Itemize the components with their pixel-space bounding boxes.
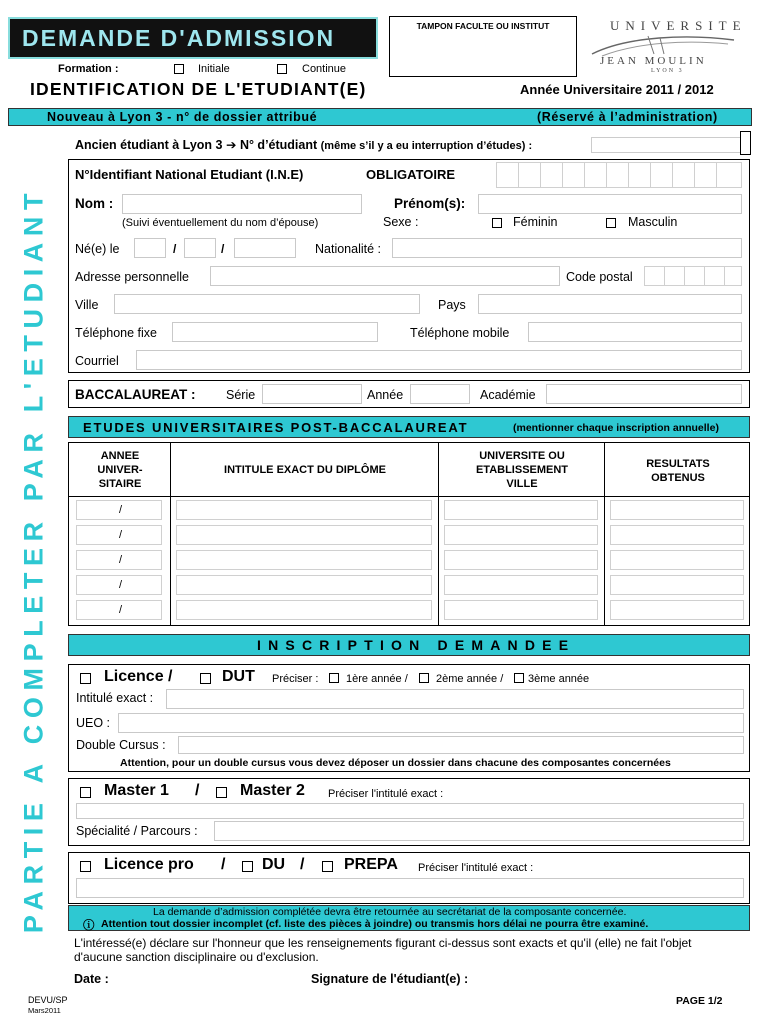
declaration-line1: L'intéressé(e) déclare sur l'honneur que les renseignements figurant ci-dessus sont exacts et qu'il (elle) ne fait l'objet — [74, 936, 692, 950]
annee1-label: 1ère année / — [346, 673, 408, 685]
annee3-checkbox[interactable] — [514, 673, 524, 683]
adresse-label: Adresse personnelle — [75, 270, 189, 284]
etudes-title: ETUDES UNIVERSITAIRES POST-BACCALAUREAT — [83, 420, 469, 435]
tel-mobile-input[interactable] — [528, 322, 742, 342]
date-label: Date : — [74, 972, 109, 986]
birth-day-input[interactable] — [134, 238, 166, 258]
formation-initiale-checkbox[interactable] — [174, 64, 184, 74]
col-annee-line: UNIVER- — [97, 464, 143, 476]
inscription-bar — [68, 634, 750, 656]
ville-label: Ville — [75, 298, 99, 312]
doc-ref-line1: DEVU/SP — [28, 995, 68, 1005]
specialite-label: Spécialité / Parcours : — [76, 824, 198, 838]
etudes-header-divider — [68, 496, 750, 497]
courriel-label: Courriel — [75, 354, 119, 368]
ine-label: N°Identifiant National Etudiant (I.N.E) — [75, 167, 304, 182]
row-univ-input[interactable] — [444, 550, 598, 570]
row-resultats-input[interactable] — [610, 600, 744, 620]
ine-cell — [496, 162, 518, 188]
sexe-label: Sexe : — [383, 215, 419, 229]
bac-title: BACCALAUREAT : — [75, 387, 196, 402]
ancien-label: Ancien étudiant à Lyon 3 — [75, 138, 223, 152]
stamp-label: TAMPON FACULTE OU INSTITUT — [416, 21, 550, 31]
col-annee-header — [70, 449, 170, 491]
double-cursus-input[interactable] — [178, 736, 744, 754]
code-postal-cell — [684, 266, 704, 286]
master-slash: / — [195, 782, 200, 799]
col-annee-line: ANNEE — [100, 450, 140, 462]
licence-pro-slash: / — [221, 856, 226, 873]
pays-input[interactable] — [478, 294, 742, 314]
master1-checkbox[interactable] — [80, 787, 91, 798]
prenoms-label: Prénom(s): — [394, 196, 466, 211]
double-cursus-note: Attention, pour un double cursus vous devez déposer un dossier dans chacune des composantes concernées — [120, 757, 671, 769]
epouse-note: (Suivi éventuellement du nom d’épouse) — [122, 217, 319, 229]
nouveau-bar — [8, 108, 752, 126]
formation-continue-checkbox[interactable] — [277, 64, 287, 74]
nationalite-label: Nationalité : — [315, 242, 382, 256]
row-slash: / — [119, 504, 123, 516]
ueo-label: UEO : — [76, 716, 111, 730]
du-checkbox[interactable] — [242, 861, 253, 872]
code-postal-label: Code postal — [566, 270, 633, 284]
row-univ-input[interactable] — [444, 500, 598, 520]
row-resultats-input[interactable] — [610, 550, 744, 570]
bac-academie-label: Académie — [480, 388, 536, 402]
ine-cell — [584, 162, 606, 188]
dut-checkbox[interactable] — [200, 673, 211, 684]
row-resultats-input[interactable] — [610, 575, 744, 595]
notice-line1: La demande d’admission complétée devra être retournée au secrétariat de la composante concernée. — [153, 906, 627, 918]
notice-bar — [68, 905, 750, 931]
row-univ-input[interactable] — [444, 600, 598, 620]
row-resultats-input[interactable] — [610, 500, 744, 520]
etudes-col-divider — [604, 442, 605, 626]
etudes-col-divider — [438, 442, 439, 626]
col-univ-line: ETABLISSEMENT — [475, 464, 569, 476]
col-univ-line: VILLE — [506, 478, 538, 490]
master-intitule-input[interactable] — [76, 803, 744, 819]
date-sep: / — [221, 242, 225, 256]
university-name-line1: UNIVERSITE — [610, 18, 747, 33]
doc-ref-line2: Mars2011 — [28, 1006, 61, 1015]
row-intitule-input[interactable] — [176, 500, 432, 520]
form-title-banner — [8, 17, 378, 59]
ancien-note: (même s’il y a eu interruption d’études) : — [320, 140, 533, 152]
sexe-masculin-checkbox[interactable] — [606, 218, 616, 228]
page-number: PAGE 1/2 — [676, 995, 723, 1007]
intitule-label: Intitulé exact : — [76, 691, 154, 705]
code-postal-cell — [704, 266, 724, 286]
annee3-label: 3ème année — [528, 673, 590, 685]
sexe-feminin-label: Féminin — [513, 215, 558, 229]
annee2-checkbox[interactable] — [419, 673, 429, 683]
licence-preciser-label: Préciser : — [272, 673, 319, 685]
tel-fixe-input[interactable] — [172, 322, 378, 342]
university-name-line3: LYON 3 — [651, 68, 684, 74]
formation-initiale-label: Initiale — [198, 63, 230, 75]
adresse-input[interactable] — [210, 266, 560, 286]
bac-annee-label: Année — [367, 388, 404, 402]
licence-label: Licence / — [104, 668, 173, 685]
row-univ-input[interactable] — [444, 525, 598, 545]
licence-pro-label: Licence pro — [104, 856, 194, 873]
row-univ-input[interactable] — [444, 575, 598, 595]
licence-pro-checkbox[interactable] — [80, 861, 91, 872]
ine-cell — [716, 162, 742, 188]
row-resultats-input[interactable] — [610, 525, 744, 545]
birth-month-input[interactable] — [184, 238, 216, 258]
signature-label: Signature de l'étudiant(e) : — [311, 972, 469, 986]
col-annee-line: SITAIRE — [98, 478, 142, 490]
nouveau-label: Nouveau à Lyon 3 - n° de dossier attribué — [47, 110, 318, 124]
intitule-input[interactable] — [166, 689, 744, 709]
courriel-input[interactable] — [136, 350, 742, 370]
ine-mandatory: OBLIGATOIRE — [366, 167, 456, 182]
du-slash: / — [300, 856, 305, 873]
academic-year: Année Universitaire 2011 / 2012 — [520, 82, 714, 97]
master2-checkbox[interactable] — [216, 787, 227, 798]
nom-input[interactable] — [122, 194, 362, 214]
nationalite-input[interactable] — [392, 238, 742, 258]
nom-label: Nom : — [75, 196, 114, 211]
col-univ-header — [440, 449, 604, 491]
prenoms-input[interactable] — [478, 194, 742, 214]
row-intitule-input[interactable] — [176, 600, 432, 620]
ancien-num-label: N° d’étudiant — [239, 138, 318, 152]
date-sep: / — [173, 242, 177, 256]
master-preciser-label: Préciser l'intitulé exact : — [328, 788, 444, 800]
sexe-feminin-checkbox[interactable] — [492, 218, 502, 228]
sidebar-vertical-text: PARTIE A COMPLETER PAR L'ETUDIANT — [18, 186, 49, 934]
sexe-masculin-label: Masculin — [628, 215, 678, 229]
licence-checkbox[interactable] — [80, 673, 91, 684]
ine-cell — [562, 162, 584, 188]
du-label: DU — [262, 856, 286, 873]
nele-label: Né(e) le — [75, 242, 120, 256]
row-slash: / — [119, 554, 123, 566]
bac-annee-input[interactable] — [410, 384, 470, 404]
ine-cell — [606, 162, 628, 188]
row-intitule-input[interactable] — [176, 525, 432, 545]
birth-year-input[interactable] — [234, 238, 296, 258]
tel-fixe-label: Téléphone fixe — [75, 326, 158, 340]
notice-info-icon: ⓘ — [83, 920, 95, 932]
ine-cell — [694, 162, 716, 188]
ine-input[interactable] — [496, 162, 746, 188]
col-resultats-line: RESULTATS — [646, 458, 710, 470]
annee2-label: 2ème année / — [436, 673, 504, 685]
university-name-line2: JEAN MOULIN — [600, 55, 707, 67]
double-cursus-label: Double Cursus : — [76, 738, 166, 752]
col-resultats-header — [606, 457, 750, 485]
licence-pro-preciser-label: Préciser l'intitulé exact : — [418, 862, 534, 874]
formation-label: Formation : — [58, 63, 119, 75]
stamp-box — [389, 16, 577, 77]
licence-pro-intitule-input[interactable] — [76, 878, 744, 898]
reserve-label: (Réservé à l’administration) — [537, 110, 718, 124]
identification-title: IDENTIFICATION DE L'ETUDIANT(E) — [30, 79, 367, 99]
row-intitule-input[interactable] — [176, 550, 432, 570]
code-postal-cell — [664, 266, 684, 286]
prepa-label: PREPA — [344, 856, 398, 873]
etudes-bar — [68, 416, 750, 438]
bac-serie-label: Série — [226, 388, 256, 402]
dut-label: DUT — [222, 668, 255, 685]
pays-label: Pays — [438, 298, 466, 312]
col-resultats-line: OBTENUS — [651, 472, 705, 484]
row-slash: / — [119, 529, 123, 541]
tel-mobile-label: Téléphone mobile — [410, 326, 510, 340]
master1-label: Master 1 — [104, 782, 169, 799]
inscription-title: INSCRIPTION DEMANDEE — [257, 637, 576, 653]
master2-label: Master 2 — [240, 782, 305, 799]
sidebar-vertical-title — [6, 140, 62, 980]
ville-input[interactable] — [114, 294, 420, 314]
bac-academie-input[interactable] — [546, 384, 742, 404]
ancien-num-end-cell — [740, 131, 751, 155]
ancien-row — [75, 137, 532, 152]
col-intitule-header: INTITULE EXACT DU DIPLÔME — [224, 464, 386, 476]
ine-cell — [540, 162, 562, 188]
row-slash: / — [119, 604, 123, 616]
code-postal-input[interactable] — [644, 266, 742, 286]
ancien-num-input[interactable] — [591, 137, 741, 153]
ancien-arrow-icon: ➔ — [225, 138, 237, 152]
annee1-checkbox[interactable] — [329, 673, 339, 683]
row-intitule-input[interactable] — [176, 575, 432, 595]
code-postal-cell — [724, 266, 742, 286]
ine-cell — [518, 162, 540, 188]
notice-line2: Attention tout dossier incomplet (cf. liste des pièces à joindre) ou transmis hors délai ne pourra être examiné. — [101, 918, 649, 930]
form-title: DEMANDE D'ADMISSION — [22, 25, 336, 51]
col-univ-line: UNIVERSITE OU — [479, 450, 565, 462]
ine-cell — [650, 162, 672, 188]
specialite-input[interactable] — [214, 821, 744, 841]
declaration-line2: d'aucune sanction disciplinaire ou d'exclusion. — [74, 950, 319, 964]
ine-cell — [628, 162, 650, 188]
code-postal-cell — [644, 266, 664, 286]
etudes-col-divider — [170, 442, 171, 626]
ine-cell — [672, 162, 694, 188]
formation-continue-label: Continue — [302, 63, 347, 75]
row-slash: / — [119, 579, 123, 591]
etudes-note: (mentionner chaque inscription annuelle) — [513, 422, 719, 434]
prepa-checkbox[interactable] — [322, 861, 333, 872]
ueo-input[interactable] — [118, 713, 744, 733]
bac-serie-input[interactable] — [262, 384, 362, 404]
